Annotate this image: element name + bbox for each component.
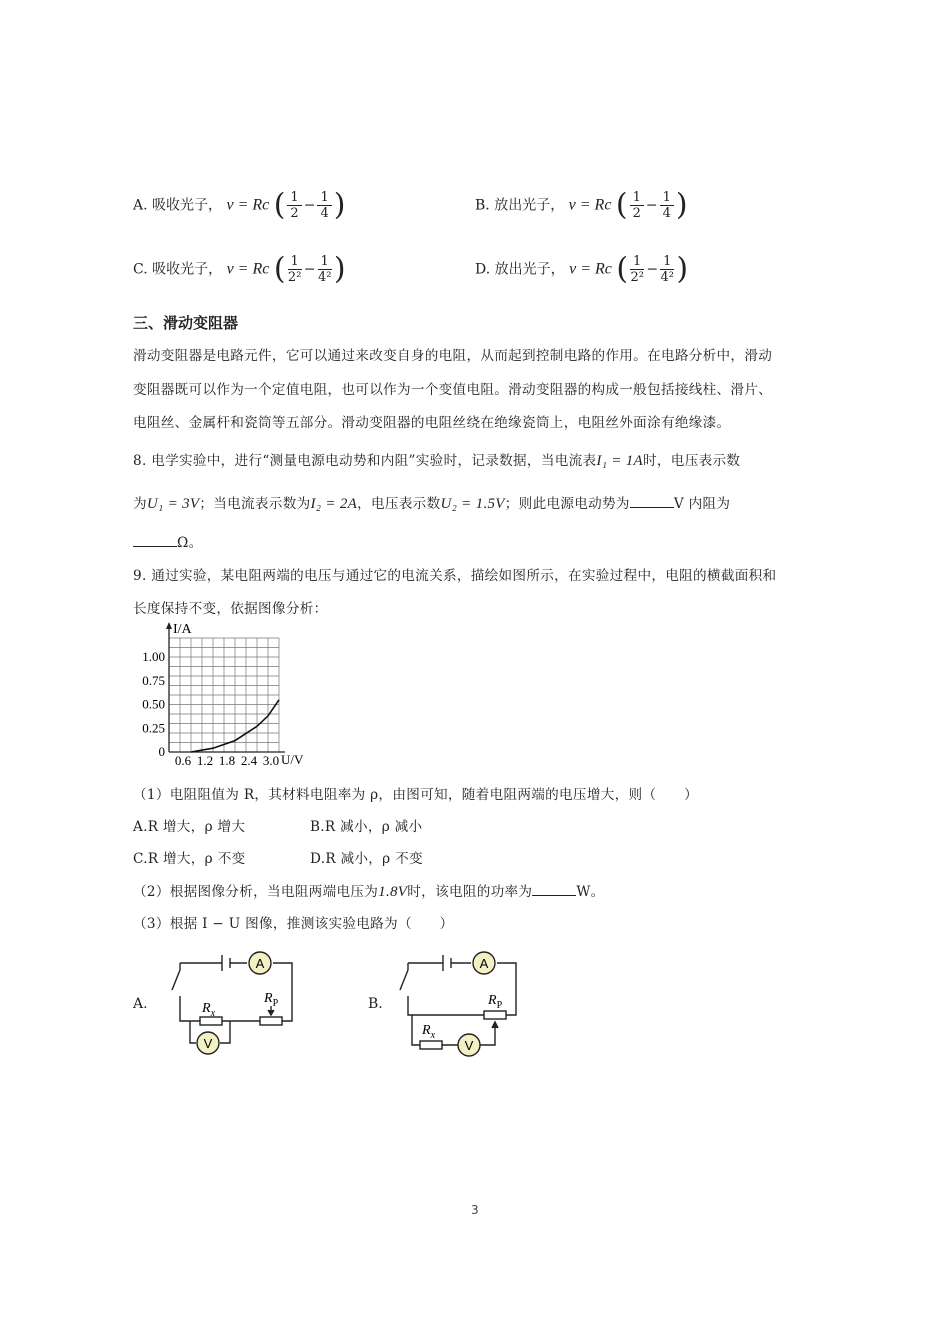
sub-question-1: （1）电阻阻值为 R，其材料电阻率为 ρ，由图可知，随着电阻两端的电压增大，则（ ） bbox=[133, 787, 698, 803]
frac-den: 4² bbox=[660, 270, 674, 285]
y-tick-label: 0.75 bbox=[142, 672, 165, 688]
frac-den: 2 bbox=[290, 206, 299, 221]
option-c-text: 吸收光子， bbox=[152, 261, 223, 278]
section-text-line: 滑动变阻器是电路元件，它可以通过来改变自身的电阻，从而起到控制电路的作用。在电路分析中，滑动 bbox=[133, 348, 773, 364]
option-b-rho: B.R 减小，ρ 减小 bbox=[310, 819, 423, 835]
option-c-label: C. bbox=[133, 261, 148, 278]
frac-den: 4 bbox=[320, 206, 329, 221]
option-a-rho: A.R 增大，ρ 增大 bbox=[133, 819, 246, 835]
x-tick-label: 0.6 bbox=[174, 753, 192, 768]
chart-grid bbox=[169, 638, 279, 752]
rheostat-rp bbox=[484, 1011, 506, 1019]
question-9-line2: 长度保持不变，依据图像分析： bbox=[133, 601, 328, 617]
sub2-text: （2）根据图像分析，当电阻两端电压为 bbox=[133, 884, 379, 900]
option-b-label: B. bbox=[475, 197, 490, 214]
y-axis-arrow bbox=[166, 622, 172, 629]
y-tick-label: 0 bbox=[158, 744, 165, 759]
option-d-rho: D.R 减小，ρ 不变 bbox=[310, 851, 423, 867]
section-title: 三、滑动变阻器 bbox=[133, 314, 239, 332]
q8-u2: U₂ = 1.5V bbox=[440, 496, 505, 512]
option-a-label: A. bbox=[133, 197, 148, 214]
answer-blank-resistance[interactable] bbox=[133, 534, 177, 547]
q8-text: Ω。 bbox=[177, 535, 203, 551]
rheostat-rp bbox=[260, 1017, 282, 1025]
y-tick-label: 0.25 bbox=[142, 720, 165, 736]
sub-question-2 bbox=[133, 880, 605, 901]
y-tick-label: 0.50 bbox=[142, 696, 165, 712]
x-tick-label: 2.4 bbox=[240, 753, 258, 768]
q8-text: ；当电流表示数为 bbox=[199, 496, 311, 512]
iu-chart bbox=[128, 618, 328, 773]
sub2-text: W。 bbox=[576, 884, 605, 900]
question-8-line3 bbox=[133, 531, 202, 551]
rx-label: $R_x$ bbox=[422, 1023, 436, 1041]
option-c-formula: ν = Rc bbox=[226, 260, 270, 278]
resistor-rx bbox=[420, 1041, 442, 1049]
x-tick-label: 3.0 bbox=[262, 753, 280, 768]
frac-num: 1 bbox=[630, 254, 644, 270]
option-d: D. 放出光子， ν = Rc ( $\frac{1}{\text{2²}}$ − $\frac{1}{\text{4²}}$ ) bbox=[475, 251, 689, 287]
circuit-a-diagram bbox=[160, 948, 300, 1060]
question-8-line1 bbox=[133, 449, 740, 470]
section-text-line: 电阻丝、金属杆和瓷筒等五部分。滑动变阻器的电阻丝绕在绝缘瓷筒上，电阻丝外面涂有绝缘漆。 bbox=[133, 415, 731, 431]
q8-text: ；则此电源电动势为 bbox=[504, 496, 630, 512]
answer-blank-power[interactable] bbox=[532, 883, 576, 896]
frac-den: 2 bbox=[632, 206, 641, 221]
frac-den: 4 bbox=[662, 206, 671, 221]
circuit-b-label: B. bbox=[368, 996, 383, 1012]
page-number: 3 bbox=[471, 1203, 479, 1217]
x-tick-label: 1.2 bbox=[196, 753, 214, 768]
question-9-line1: 9. 通过实验，某电阻两端的电压与通过它的电流关系，描绘如图所示，在实验过程中，电阻的横截面积和 bbox=[133, 568, 777, 584]
frac-den: 2² bbox=[287, 270, 302, 285]
voltmeter-label: V bbox=[203, 1036, 213, 1051]
option-d-text: 放出光子， bbox=[494, 261, 565, 278]
q8-u1: U₁ = 3V bbox=[146, 496, 200, 512]
option-c: C. 吸收光子， ν = Rc ( $\frac{1}{\text{2²}}$ − $\frac{1}{\text{4²}}$ ) bbox=[133, 251, 346, 287]
option-b-formula: ν = Rc bbox=[568, 196, 612, 214]
option-d-label: D. bbox=[475, 261, 491, 278]
frac-num: 1 bbox=[660, 190, 674, 206]
frac-num: 1 bbox=[630, 190, 644, 206]
frac-den: 2² bbox=[630, 270, 644, 285]
option-d-formula: ν = Rc bbox=[569, 260, 612, 278]
frac-num: 1 bbox=[318, 254, 332, 270]
rp-label: $R_P$ bbox=[488, 993, 503, 1011]
sub-question-3: （3）根据 I − U 图像，推测该实验电路为（ ） bbox=[133, 916, 454, 932]
option-a-formula: ν = Rc bbox=[226, 196, 270, 214]
circuit-a-label: A. bbox=[133, 996, 148, 1012]
section-text-line: 变阻器既可以作为一个定值电阻，也可以作为一个变值电阻。滑动变阻器的构成一般包括接线柱、滑片、 bbox=[133, 382, 773, 398]
sub2-voltage: 1.8V bbox=[378, 884, 408, 900]
frac-num: 1 bbox=[317, 190, 331, 206]
option-b-text: 放出光子， bbox=[494, 197, 565, 214]
circuit-b-diagram bbox=[388, 948, 528, 1060]
sub2-text: 时，该电阻的功率为 bbox=[407, 884, 533, 900]
option-b: B. 放出光子， ν = Rc ( $\frac{1}{2}$ − $\frac{1}{4}$ ) bbox=[475, 187, 688, 223]
option-a: A. 吸收光子， ν = Rc ( $\frac{1}{2}$ − $\frac{1}{4}$ ) bbox=[133, 187, 346, 223]
q8-text: V 内阻为 bbox=[673, 496, 731, 512]
rp-label: $R_P$ bbox=[264, 991, 279, 1009]
q8-i2: I₂ = 2A bbox=[310, 496, 358, 512]
q8-i1: I₁ = 1A bbox=[596, 453, 644, 469]
q8-text: 为 bbox=[133, 496, 147, 512]
frac-num: 1 bbox=[660, 254, 674, 270]
frac-den: 4² bbox=[317, 270, 332, 285]
q8-text: ，电压表示数 bbox=[357, 496, 441, 512]
question-8-line2 bbox=[133, 492, 730, 513]
x-tick-label: 1.8 bbox=[218, 753, 236, 768]
switch-blade bbox=[172, 970, 180, 990]
y-axis-label: I/A bbox=[173, 622, 192, 637]
q8-text: 时，电压表示数 bbox=[643, 453, 741, 469]
frac-num: 1 bbox=[287, 190, 301, 206]
ammeter-label: A bbox=[255, 956, 265, 971]
switch-blade bbox=[400, 970, 408, 990]
option-c-rho: C.R 增大，ρ 不变 bbox=[133, 851, 246, 867]
voltmeter-label: V bbox=[464, 1038, 474, 1053]
rx-label: $R_x$ bbox=[202, 1001, 216, 1019]
ammeter-label: A bbox=[479, 956, 489, 971]
answer-blank-emf[interactable] bbox=[630, 495, 674, 508]
y-tick-label: 1.00 bbox=[142, 649, 165, 664]
option-a-text: 吸收光子， bbox=[152, 197, 223, 214]
frac-num: 1 bbox=[288, 254, 302, 270]
q8-text: 8. 电学实验中，进行“测量电源电动势和内阻”实验时，记录数据，当电流表 bbox=[133, 453, 597, 469]
x-axis-label: U/V bbox=[281, 752, 304, 767]
